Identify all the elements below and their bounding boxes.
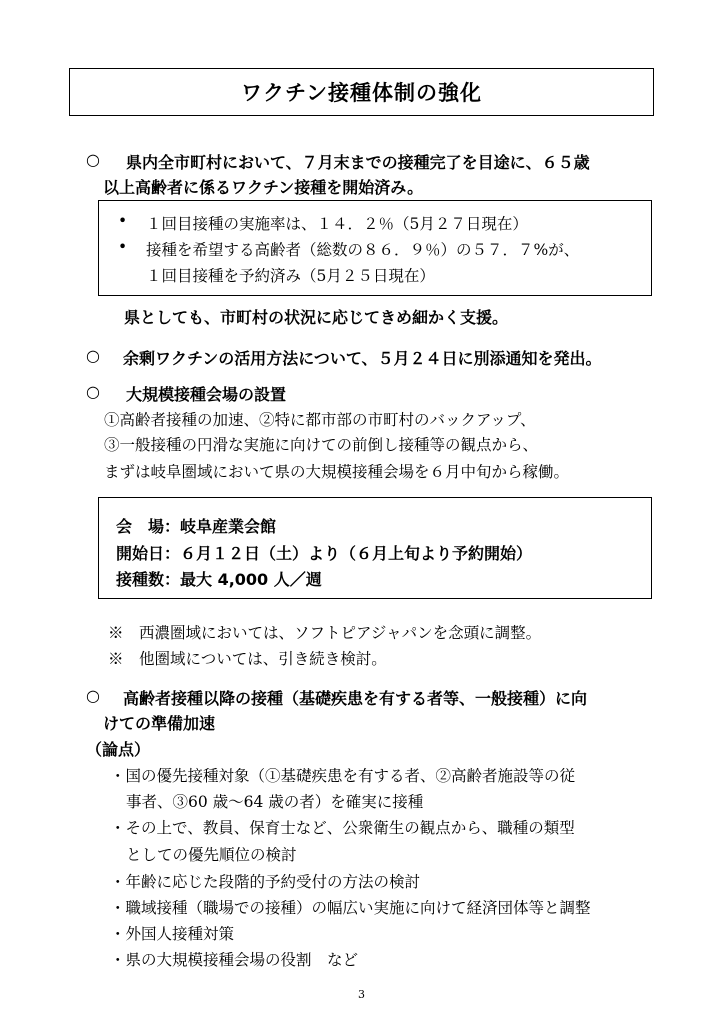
point1-line1: ・国の優先接種対象（①基礎疾患を有する者、②高齢者施設等の従 (110, 767, 576, 785)
point6: ・県の大規模接種会場の役割 など (110, 951, 359, 969)
section1-line1: 県内全市町村において、７月末までの接種完了を目途に、６５歳 (126, 153, 590, 172)
venue-text: 会 場：岐阜産業会館 (116, 517, 277, 536)
page-number: 3 (358, 988, 365, 1001)
note-other-regions: ※ 他圏域については、引き続き検討。 (108, 650, 387, 668)
note-seino: ※ 西濃圏域においては、ソフトピアジャパンを念頭に調整。 (108, 624, 542, 642)
section2-line1: 余剰ワクチンの活用方法について、５月２４日に別添通知を発出。 (123, 349, 602, 368)
point3: ・年齢に応じた段階的予約受付の方法の検討 (110, 873, 421, 891)
section3-body1: ①高齢者接種の加速、②特に都市部の市町村のバックアップ、 (104, 411, 536, 429)
point4: ・職域接種（職場での接種）の幅広い実施に向けて経済団体等と調整 (110, 899, 591, 917)
point1-line2: 事者、③60 歳～64 歳の者）を確実に接種 (126, 793, 424, 811)
section3-marker: ○ (86, 382, 100, 401)
point5: ・外国人接種対策 (110, 925, 235, 943)
section2-marker: ○ (86, 346, 100, 365)
point2-line2: としての優先順位の検討 (126, 846, 297, 864)
points-label: （論点） (86, 740, 151, 759)
title-box (69, 68, 654, 116)
start-date-text: 開始日：６月１２日（土）より（６月上旬より予約開始） (116, 544, 533, 563)
page-title: ワクチン接種体制の強化 (241, 81, 482, 105)
section1-marker: ○ (86, 150, 100, 169)
bullet-icon: • (118, 238, 128, 256)
section1-support-text: 県としても、市町村の状況に応じてきめ細かく支援。 (124, 308, 509, 327)
reservation-rate-line2: １回目接種を予約済み（5月２５日現在） (146, 267, 435, 285)
section4-marker: ○ (86, 686, 100, 705)
section4-heading-line1: 高齢者接種以降の接種（基礎疾患を有する者等、一般接種）に向 (123, 689, 588, 708)
section1-line2: 以上高齢者に係るワクチン接種を開始済み。 (103, 178, 424, 197)
reservation-rate-line1: 接種を希望する高齢者（総数の８６．９％）の５７．７%が、 (146, 241, 580, 259)
section3-body2: ③一般接種の円滑な実施に向けての前倒し接種等の観点から、 (104, 436, 539, 454)
bullet-icon: • (118, 212, 128, 230)
section3-body3: まずは岐阜圏域において県の大規模接種会場を６月中旬から稼働。 (104, 463, 570, 481)
point2-line1: ・その上で、教員、保育士など、公衆衛生の観点から、職種の類型 (110, 819, 575, 837)
capacity-text: 接種数：最大 4,000 人／週 (116, 570, 322, 589)
section3-heading: 大規模接種会場の設置 (126, 385, 287, 404)
vaccination-rate-text: １回目接種の実施率は、１４．２％（5月２７日現在） (146, 215, 528, 233)
section4-heading-line2: けての準備加速 (103, 714, 216, 733)
